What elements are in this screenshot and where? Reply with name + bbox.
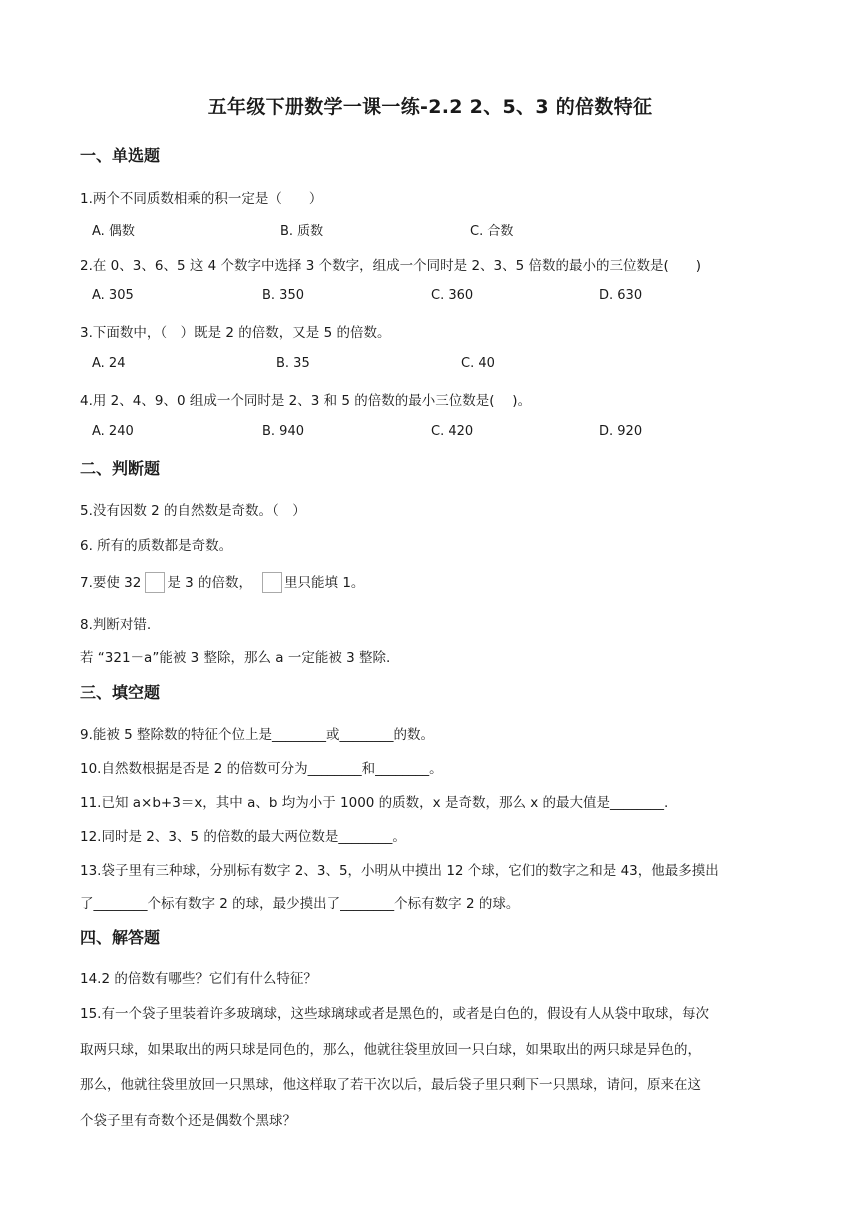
question-14: 14.2 的倍数有哪些？它们有什么特征？ bbox=[80, 971, 317, 987]
question-15-line-4: 个袋子里有奇数个还是偶数个黑球？ bbox=[80, 1113, 296, 1129]
question-8-statement: 若 “321－a”能被 3 整除，那么 a 一定能被 3 整除. bbox=[80, 650, 391, 666]
q4-option-c: C. 420 bbox=[431, 424, 474, 439]
question-4: 4.用 2、4、9、0 组成一个同时是 2、3 和 5 的倍数的最小三位数是( )。 bbox=[80, 393, 532, 409]
q2-option-a: A. 305 bbox=[92, 288, 134, 303]
q2-option-b: B. 350 bbox=[262, 288, 304, 303]
q4-option-d: D. 920 bbox=[599, 424, 643, 439]
q1-option-c: C. 合数 bbox=[470, 224, 514, 239]
question-5: 5.没有因数 2 的自然数是奇数。（ ） bbox=[80, 503, 306, 519]
q1-option-b: B. 质数 bbox=[280, 224, 324, 239]
question-6: 6. 所有的质数都是奇数。 bbox=[80, 538, 233, 554]
q4-option-b: B. 940 bbox=[262, 424, 304, 439]
question-7 bbox=[80, 571, 364, 594]
q3-option-a: A. 24 bbox=[92, 356, 126, 371]
answer-box[interactable] bbox=[145, 572, 165, 593]
q2-option-d: D. 630 bbox=[599, 288, 643, 303]
q3-option-c: C. 40 bbox=[461, 356, 495, 371]
question-8: 8.判断对错. bbox=[80, 617, 152, 633]
q1-option-a: A. 偶数 bbox=[92, 224, 135, 239]
question-9: 9.能被 5 整除数的特征个位上是________或________的数。 bbox=[80, 727, 435, 743]
q3-option-b: B. 35 bbox=[276, 356, 310, 371]
question-2: 2.在 0、3、6、5 这 4 个数字中选择 3 个数字，组成一个同时是 2、3、5 倍数的最小的三位数是( ) bbox=[80, 258, 702, 274]
section-heading-solve: 四、解答题 bbox=[80, 928, 161, 947]
answer-box[interactable] bbox=[262, 572, 282, 593]
question-10: 10.自然数根据是否是 2 的倍数可分为________和________。 bbox=[80, 761, 443, 777]
question-3: 3.下面数中，（ ）既是 2 的倍数，又是 5 的倍数。 bbox=[80, 325, 391, 341]
question-15-line-2: 取两只球，如果取出的两只球是同色的，那么，他就往袋里放回一只白球，如果取出的两只球是异色的， bbox=[80, 1042, 701, 1058]
q7-text-part1: 7.要使 32 bbox=[80, 575, 142, 591]
question-15-line-1: 15.有一个袋子里装着许多玻璃球，这些球璃球或者是黑色的，或者是白色的，假设有人从袋中取球，每次 bbox=[80, 1006, 709, 1022]
question-13-line-1: 13.袋子里有三种球，分别标有数字 2、3、5，小明从中摸出 12 个球，它们的数字之和是 43，他最多摸出 bbox=[80, 863, 719, 879]
q4-option-a: A. 240 bbox=[92, 424, 134, 439]
q2-option-c: C. 360 bbox=[431, 288, 474, 303]
section-heading-single-choice: 一、单选题 bbox=[80, 146, 161, 165]
section-heading-true-false: 二、判断题 bbox=[80, 459, 161, 478]
section-heading-fill-in: 三、填空题 bbox=[80, 683, 161, 702]
question-13-line-2: 了________个标有数字 2 的球，最少摸出了________个标有数字 2 的球。 bbox=[80, 896, 520, 912]
question-1: 1.两个不同质数相乘的积一定是（ ） bbox=[80, 191, 323, 207]
q7-text-part2: 是 3 的倍数， bbox=[167, 575, 253, 591]
q7-text-part3: 里只能填 1。 bbox=[284, 575, 365, 591]
page-title: 五年级下册数学一课一练-2.2 2、5、3 的倍数特征 bbox=[207, 96, 653, 118]
question-12: 12.同时是 2、3、5 的倍数的最大两位数是________。 bbox=[80, 829, 406, 845]
question-15-line-3: 那么，他就往袋里放回一只黑球，他这样取了若干次以后，最后袋子里只剩下一只黑球，请问，原来在这 bbox=[80, 1077, 701, 1093]
question-11: 11.已知 a×b+3＝x，其中 a、b 均为小于 1000 的质数，x 是奇数，那么 x 的最大值是________. bbox=[80, 795, 669, 811]
